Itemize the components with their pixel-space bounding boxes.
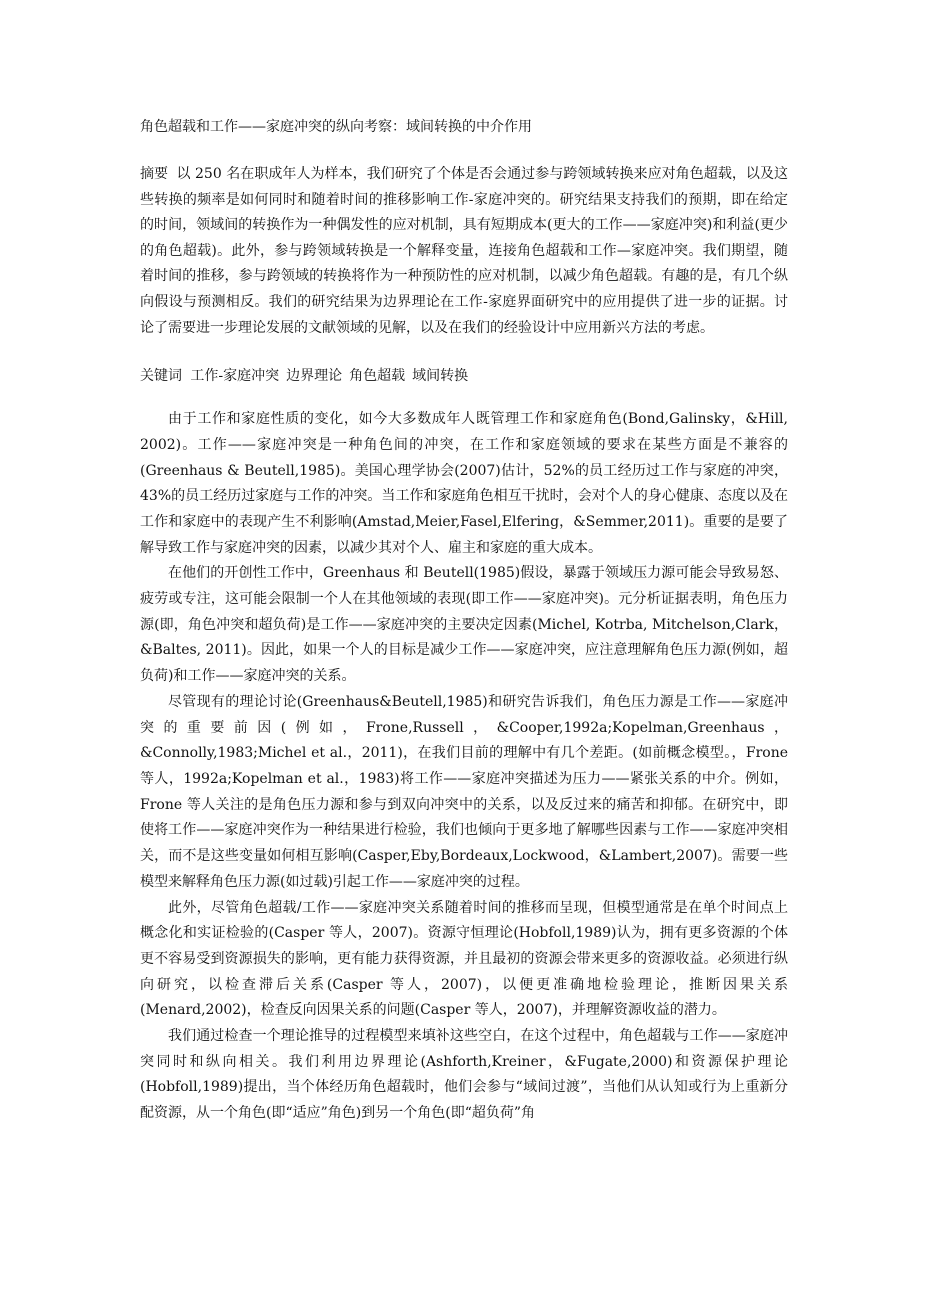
body-paragraph: 我们通过检查一个理论推导的过程模型来填补这些空白，在这个过程中，角色超载与工作——家庭冲突同时和纵向相关。我们利用边界理论(Ashforth,Kreiner，&Fugate,2000)和资源保护理论(Hobfoll,1989)提出，当个体经历角色超载时，他们会参与“域间过渡”，当他们从认知或行为上重新分配资源，从一个角色(即“适应”角色)到另一个角色(即“超负荷”角 — [140, 1028, 788, 1122]
keyword-item: 域间转换 — [412, 368, 469, 385]
body-paragraph: 尽管现有的理论讨论(Greenhaus&Beutell,1985)和研究告诉我们，角色压力源是工作——家庭冲突的重要前因(例如，Frone,Russell，&Cooper,1992a;Kopelman,Greenhaus，&Connolly,1983;Michel et al.，2011)，在我们目前的理解中有几个差距。(如前概念模型。，Frone 等人，1992a;Kopelman et al.，1983)将工作——家庭冲突描述为压力——紧张关系的中介。例如，Frone 等人关注的是角色压力源和参与到双向冲突中的关系，以及反过来的痛苦和抑郁。在研究中，即使将工作——家庭冲突作为一种结果进行检验，我们也倾向于更多地了解哪些因素与工作——家庭冲突相关，而不是这些变量如何相互影响(Casper,Eby,Bordeaux,Lockwood，&Lambert,2007)。需要一些模型来解释角色压力源(如过载)引起工作——家庭冲突的过程。 — [140, 693, 788, 890]
keywords-section — [140, 363, 788, 389]
abstract-text: 以 250 名在职成年人为样本，我们研究了个体是否会通过参与跨领域转换来应对角色超载，以及这些转换的频率是如何同时和随着时间的推移影响工作-家庭冲突的。研究结果支持我们的预期，即在给定的时间，领域间的转换作为一种偶发性的应对机制，具有短期成本(更大的工作——家庭冲突)和利益(更少的角色超载)。此外，参与跨领域转换是一个解释变量，连接角色超载和工作—家庭冲突。我们期望，随着时间的推移，参与跨领域的转换将作为一种预防性的应对机制，以减少角色超载。有趣的是，有几个纵向假设与预测相反。我们的研究结果为边界理论在工作-家庭界面研究中的应用提供了进一步的证据。讨论了需要进一步理论发展的文献领域的见解，以及在我们的经验设计中应用新兴方法的考虑。 — [140, 166, 788, 336]
keywords-label: 关键词 — [140, 368, 182, 385]
abstract-label: 摘要 — [140, 166, 169, 182]
keyword-item: 角色超载 — [349, 368, 406, 385]
body-paragraph: 在他们的开创性工作中，Greenhaus 和 Beutell(1985)假设，暴露于领域压力源可能会导致易怒、疲劳或专注，这可能会限制一个人在其他领域的表现(即工作——家庭冲突)。元分析证据表明，角色压力源(即，角色冲突和超负荷)是工作——家庭冲突的主要决定因素(Michel, Kotrba, Mitchelson,Clark，&Baltes, 2011)。因此，如果一个人的目标是减少工作——家庭冲突，应注意理解角色压力源(例如，超负荷)和工作——家庭冲突的关系。 — [140, 565, 788, 685]
keyword-item: 边界理论 — [286, 368, 343, 385]
keyword-item: 工作-家庭冲突 — [190, 368, 280, 385]
document-title: 角色超载和工作——家庭冲突的纵向考察：域间转换的中介作用 — [140, 119, 532, 135]
body-paragraph: 由于工作和家庭性质的变化，如今大多数成年人既管理工作和家庭角色(Bond,Galinsky，&Hill, 2002)。工作——家庭冲突是一种角色间的冲突，在工作和家庭领域的要求在某些方面是不兼容的(Greenhaus & Beutell,1985)。美国心理学协会(2007)估计，52%的员工经历过工作与家庭的冲突，43%的员工经历过家庭与工作的冲突。当工作和家庭角色相互干扰时，会对个人的身心健康、态度以及在工作和家庭中的表现产生不利影响(Amstad,Meier,Fasel,Elfering，&Semmer,2011)。重要的是要了解导致工作与家庭冲突的因素，以减少其对个人、雇主和家庭的重大成本。 — [140, 411, 788, 556]
body-text — [140, 407, 788, 1127]
abstract-section — [140, 162, 788, 341]
document-page — [140, 114, 788, 1127]
body-paragraph: 此外，尽管角色超载/工作——家庭冲突关系随着时间的推移而呈现，但模型通常是在单个时间点上概念化和实证检验的(Casper 等人，2007)。资源守恒理论(Hobfoll,1989)认为，拥有更多资源的个体更不容易受到资源损失的影响，更有能力获得资源，并且最初的资源会带来更多的资源收益。必须进行纵向研究，以检查滞后关系(Casper 等人，2007)，以便更准确地检验理论，推断因果关系(Menard,2002)，检查反向因果关系的问题(Casper 等人，2007)，并理解资源收益的潜力。 — [140, 899, 788, 1019]
